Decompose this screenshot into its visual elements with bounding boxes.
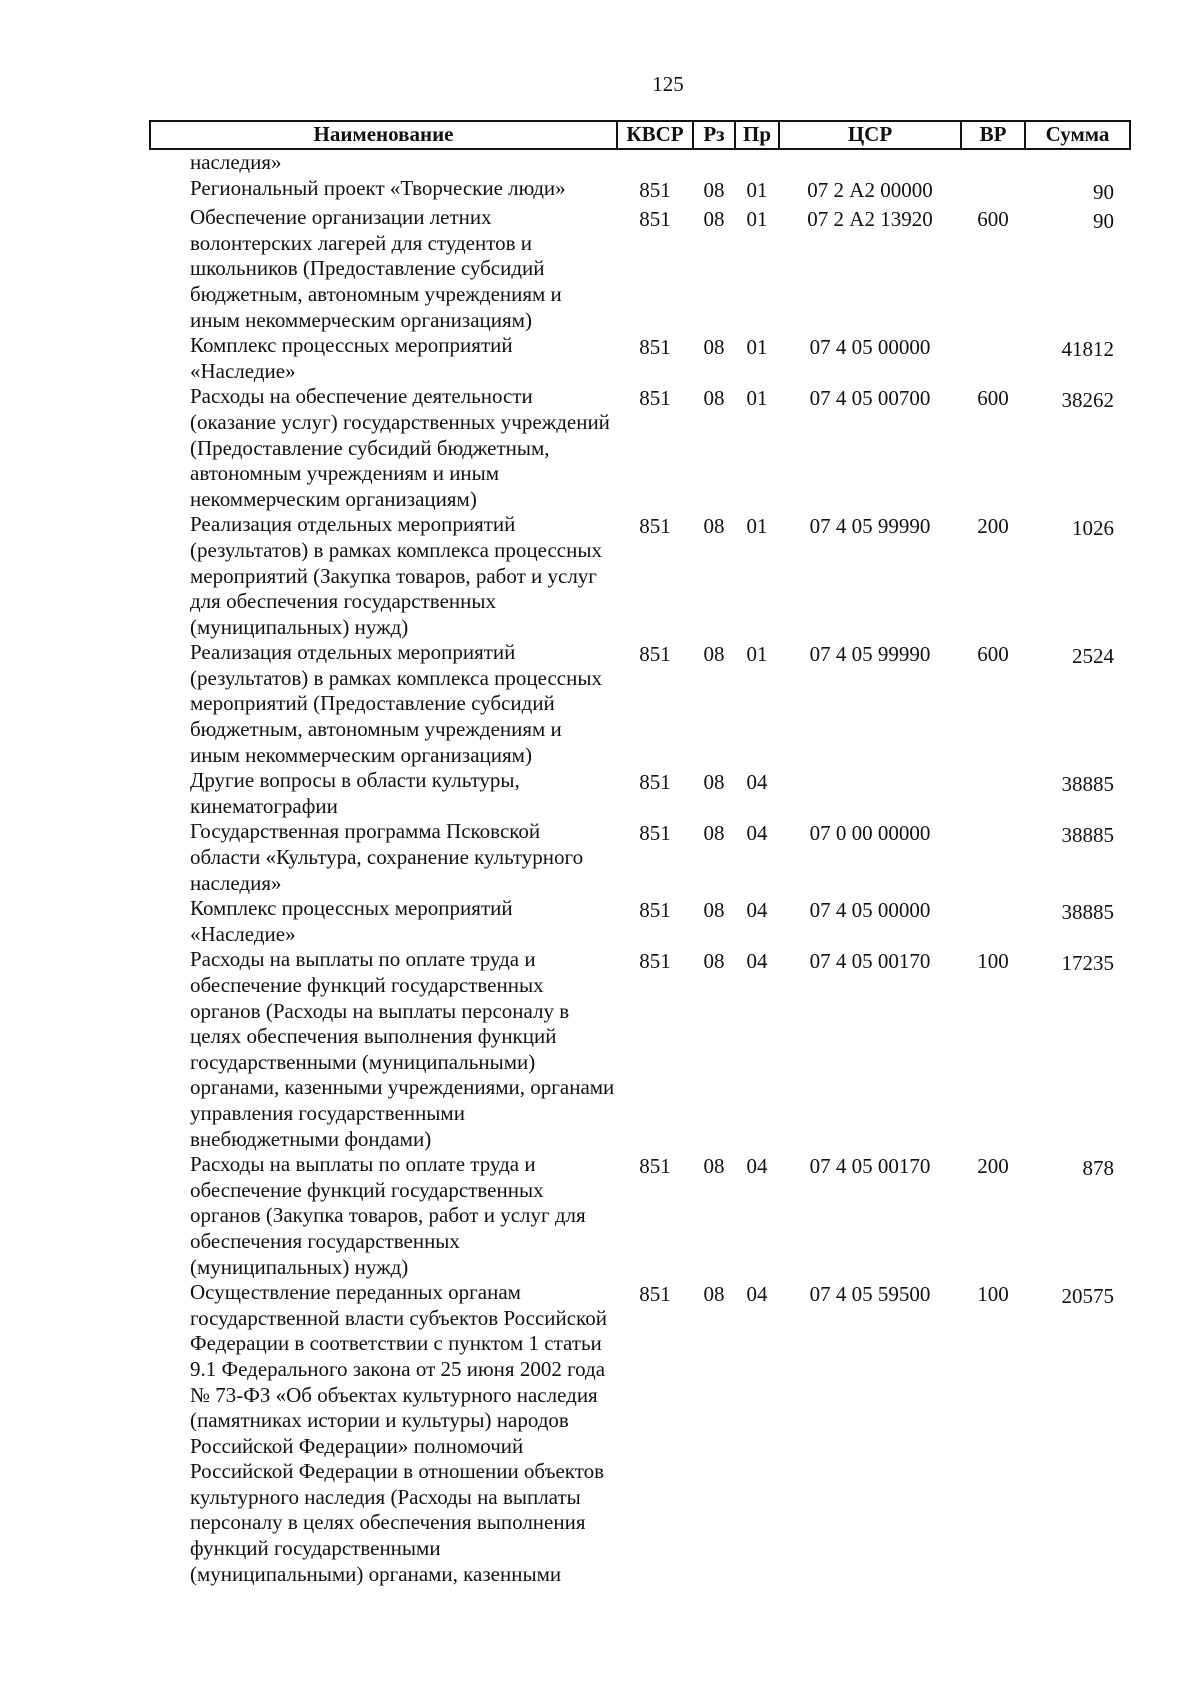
cell-kvsr: 851 — [639, 821, 671, 846]
cell-vr — [961, 333, 1025, 384]
cell-rz: 08 — [703, 514, 725, 539]
cell-kvsr: 851 — [639, 177, 671, 202]
cell-name: Расходы на выплаты по оплате труда и обеспечение функций государственных органов (Расходы на выплаты персоналу в целях обеспечения выполнения функций государственными (муниципальными) органами, казенными учреждениями, органами управления государственными внебюджетными фондами) — [190, 947, 615, 1151]
cell-pr: 04 — [746, 1282, 768, 1307]
cell-kvsr — [617, 149, 693, 176]
cell-vr — [961, 819, 1025, 896]
cell-kvsr: 851 — [639, 207, 671, 232]
cell-rz — [693, 149, 735, 176]
table-row — [150, 819, 1130, 896]
table-row — [150, 149, 1130, 176]
table-row — [150, 1280, 1130, 1587]
cell-sum: 878 — [1082, 1156, 1114, 1181]
page-number: 125 — [652, 72, 684, 96]
cell-sum: 90 — [1093, 179, 1114, 204]
cell-csr: 07 0 00 00000 — [809, 821, 931, 846]
cell-name: Расходы на выплаты по оплате труда и обеспечение функций государственных органов (Закупка товаров, работ и услуг для обеспечения государственных (муниципальных) нужд) — [190, 1152, 586, 1279]
budget-table — [149, 120, 1131, 1587]
cell-sum: 38885 — [1061, 900, 1114, 925]
cell-csr: 07 4 05 00170 — [809, 1154, 931, 1179]
cell-rz: 08 — [703, 177, 725, 202]
cell-vr: 200 — [977, 1154, 1009, 1179]
header-sum: Сумма — [1025, 121, 1130, 149]
cell-csr: 07 4 05 99990 — [809, 642, 931, 667]
cell-name: Региональный проект «Творческие люди» — [190, 175, 566, 200]
cell-csr — [779, 768, 961, 819]
cell-rz: 08 — [703, 898, 725, 923]
table-row — [150, 205, 1130, 333]
cell-sum — [1025, 149, 1130, 176]
table-row — [150, 896, 1130, 947]
table-row — [150, 1152, 1130, 1280]
cell-rz: 08 — [703, 770, 725, 795]
cell-kvsr: 851 — [639, 949, 671, 974]
cell-rz: 08 — [703, 642, 725, 667]
cell-csr: 07 4 05 00700 — [809, 386, 931, 411]
cell-name: наследия» — [190, 150, 282, 174]
cell-vr: 100 — [977, 1282, 1009, 1307]
cell-vr: 600 — [977, 642, 1009, 667]
cell-vr — [961, 176, 1025, 206]
cell-pr: 01 — [746, 207, 768, 232]
cell-rz: 08 — [703, 335, 725, 360]
cell-sum: 90 — [1093, 209, 1114, 234]
cell-pr: 04 — [746, 898, 768, 923]
cell-rz: 08 — [703, 949, 725, 974]
table-header-row — [150, 121, 1130, 149]
cell-csr: 07 4 05 00000 — [809, 335, 931, 360]
table-row — [150, 947, 1130, 1152]
cell-csr: 07 4 05 59500 — [809, 1282, 931, 1307]
cell-kvsr: 851 — [639, 335, 671, 360]
cell-name: Государственная программа Псковской области «Культура, сохранение культурного наследия» — [190, 819, 584, 895]
cell-kvsr: 851 — [639, 1154, 671, 1179]
cell-sum: 41812 — [1061, 337, 1114, 362]
cell-pr — [735, 149, 779, 176]
header-pr: Пр — [735, 121, 779, 149]
cell-rz: 08 — [703, 1154, 725, 1179]
header-rz: Рз — [693, 121, 735, 149]
cell-pr: 04 — [746, 770, 768, 795]
cell-sum: 2524 — [1072, 644, 1114, 669]
table-row — [150, 512, 1130, 640]
cell-kvsr: 851 — [639, 770, 671, 795]
cell-sum: 38885 — [1061, 823, 1114, 848]
table-row — [150, 384, 1130, 512]
cell-kvsr: 851 — [639, 642, 671, 667]
cell-vr: 200 — [977, 514, 1009, 539]
cell-csr: 07 4 05 00000 — [809, 898, 931, 923]
table-row — [150, 640, 1130, 768]
cell-name: Расходы на обеспечение деятельности (оказание услуг) государственных учреждений (Предоставление субсидий бюджетным, автономным учреждениям и иным некоммерческим организациям) — [190, 384, 610, 511]
cell-name: Комплекс процессных мероприятий «Наследие» — [190, 333, 513, 383]
cell-csr: 07 2 А2 13920 — [807, 207, 933, 232]
cell-name: Комплекс процессных мероприятий «Наследие» — [190, 896, 513, 946]
table-row — [150, 768, 1130, 819]
cell-pr: 01 — [746, 514, 768, 539]
cell-pr: 01 — [746, 386, 768, 411]
cell-vr: 100 — [977, 949, 1009, 974]
cell-name: Обеспечение организации летних волонтерских лагерей для студентов и школьников (Предоставление субсидий бюджетным, автономным учреждениям и иным некоммерческим организациям) — [190, 205, 562, 332]
table-row — [150, 333, 1130, 384]
cell-csr — [779, 149, 961, 176]
cell-rz: 08 — [703, 207, 725, 232]
cell-pr: 04 — [746, 821, 768, 846]
cell-sum: 38262 — [1061, 388, 1114, 413]
cell-sum: 17235 — [1061, 951, 1114, 976]
cell-kvsr: 851 — [639, 1282, 671, 1307]
cell-pr: 01 — [746, 177, 768, 202]
cell-rz: 08 — [703, 821, 725, 846]
cell-csr: 07 4 05 99990 — [809, 514, 931, 539]
cell-pr: 01 — [746, 335, 768, 360]
cell-vr — [961, 768, 1025, 819]
header-kvsr: КВСР — [617, 121, 693, 149]
cell-kvsr: 851 — [639, 898, 671, 923]
cell-csr: 07 4 05 00170 — [809, 949, 931, 974]
cell-pr: 04 — [746, 949, 768, 974]
cell-rz: 08 — [703, 1282, 725, 1307]
cell-vr — [961, 896, 1025, 947]
cell-kvsr: 851 — [639, 386, 671, 411]
cell-csr: 07 2 А2 00000 — [807, 177, 933, 202]
cell-sum: 20575 — [1061, 1284, 1114, 1309]
cell-vr: 600 — [977, 207, 1009, 232]
header-csr: ЦСР — [779, 121, 961, 149]
cell-rz: 08 — [703, 386, 725, 411]
cell-pr: 01 — [746, 642, 768, 667]
cell-name: Осуществление переданных органам государственной власти субъектов Российской Федерации в соответствии с пунктом 1 статьи 9.1 Федерального закона от 25 июня 2002 года № 73-ФЗ «Об объектах культурного наследия (памятниках истории и культуры) народов Российской Федерации» полномочий Российской Федерации в отношении объектов культурного наследия (Расходы на выплаты персоналу в целях обеспечения выполнения функций государственными (муниципальными) органами, казенными — [190, 1280, 607, 1586]
cell-name: Другие вопросы в области культуры, кинематографии — [190, 768, 520, 818]
cell-vr: 600 — [977, 386, 1009, 411]
cell-vr — [961, 149, 1025, 176]
cell-name: Реализация отдельных мероприятий (результатов) в рамках комплекса процессных мероприятий (Закупка товаров, работ и услуг для обеспечения государственных (муниципальных) нужд) — [190, 512, 602, 639]
header-name: Наименование — [150, 121, 617, 149]
cell-sum: 1026 — [1072, 516, 1114, 541]
cell-name: Реализация отдельных мероприятий (результатов) в рамках комплекса процессных мероприятий (Предоставление субсидий бюджетным, автономным учреждениям и иным некоммерческим организациям) — [190, 640, 602, 767]
cell-sum: 38885 — [1061, 772, 1114, 797]
table-row — [150, 176, 1130, 206]
cell-pr: 04 — [746, 1154, 768, 1179]
header-vr: ВР — [961, 121, 1025, 149]
cell-kvsr: 851 — [639, 514, 671, 539]
